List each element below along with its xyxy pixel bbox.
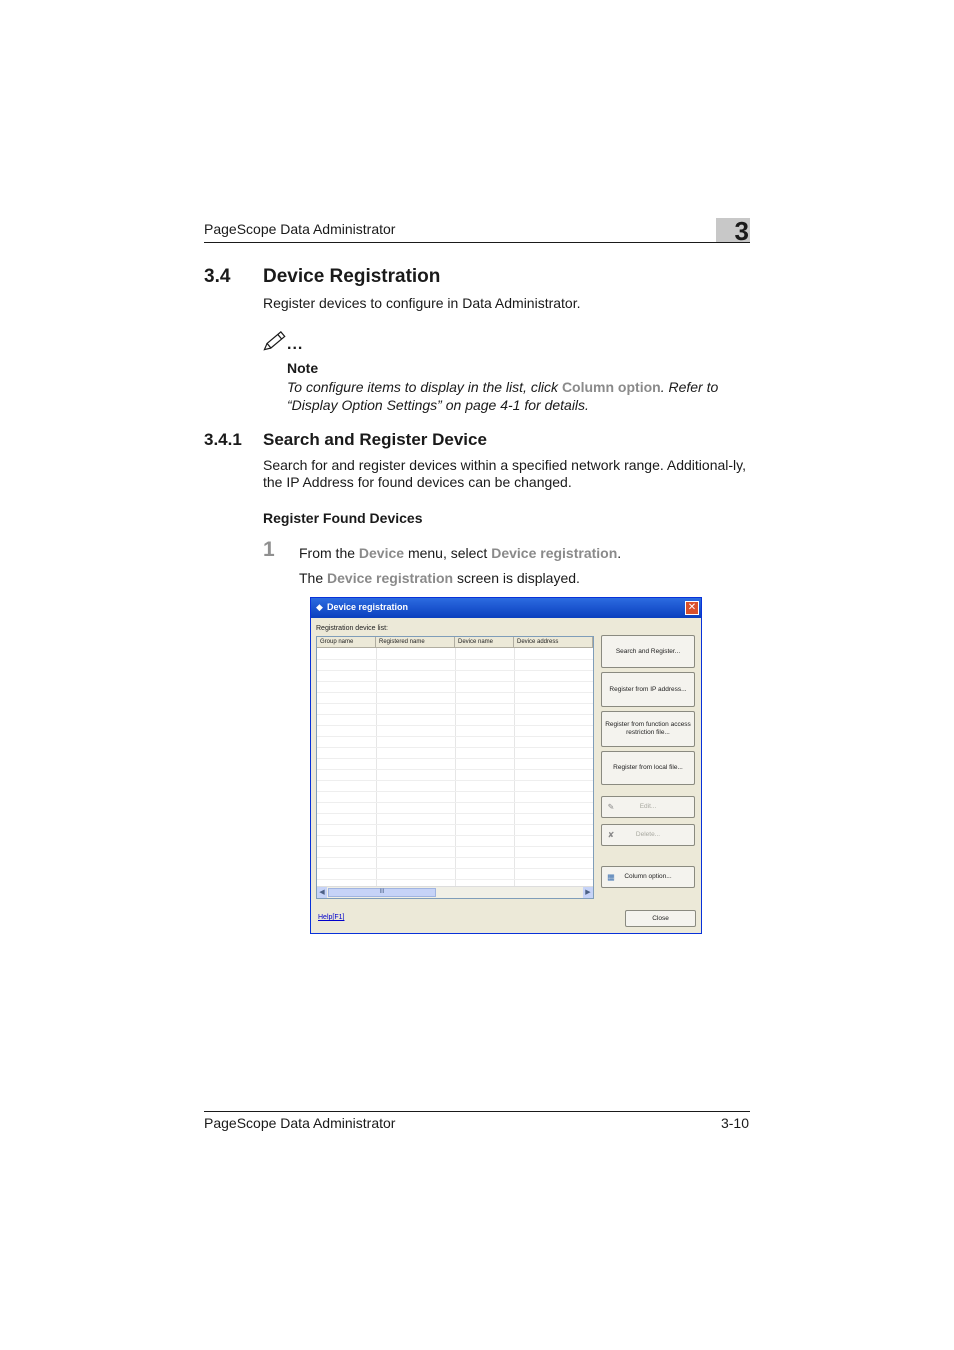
note-text [287,378,752,414]
header-rule [204,242,750,243]
register-from-ip-button[interactable]: Register from IP address... [601,672,695,707]
chapter-number: 3 [734,216,749,246]
step-result-part: The [299,570,328,586]
horizontal-scrollbar[interactable] [317,886,593,899]
column-option-button-label: Column option... [624,873,672,880]
section-intro: Register devices to configure in Data Administrator. [263,295,581,311]
grid-line [317,835,593,836]
step-result [299,570,580,586]
grid-line [317,681,593,682]
close-button[interactable]: Close [625,910,696,927]
procedure-title: Register Found Devices [263,510,423,526]
step-text-part: menu, select [404,545,492,561]
step-number: 1 [263,538,275,561]
grid-line [317,758,593,759]
scroll-thumb[interactable]: III [328,888,436,897]
grid-line [317,703,593,704]
grid-line [317,813,593,814]
help-link[interactable]: Help[F1] [318,914,345,921]
section-number: 3.4 [204,266,231,287]
grid-line [317,824,593,825]
column-header-device-address[interactable]: Device address [514,637,593,648]
delete-button[interactable] [601,824,695,846]
grid-line [317,725,593,726]
grid-line [317,791,593,792]
step-text [299,545,621,561]
grid-line [317,868,593,869]
grid-line [317,879,593,880]
grid-line [317,714,593,715]
edit-button[interactable] [601,796,695,818]
note-label: Note [287,360,319,376]
column-option-button[interactable] [601,866,695,888]
grid-line [317,846,593,847]
device-registration-reference: Device registration [491,545,618,561]
note-text-part: To configure items to display in the list, click [287,379,562,395]
step-text-part: From the [299,545,359,561]
search-and-register-button[interactable]: Search and Register... [601,635,695,668]
step-result-part: screen is displayed. [453,570,580,586]
note-text-part: . Refer to “Display Option Settings” on page 4-1 for details. [287,379,719,413]
register-from-local-file-button[interactable]: Register from local file... [601,751,695,785]
window-title: Device registration [327,602,409,612]
footer-title: PageScope Data Administrator [204,1115,396,1131]
grid-line [317,857,593,858]
running-header-title: PageScope Data Administrator [204,221,396,237]
grid-line [455,648,456,886]
column-header-registered-name[interactable]: Registered name [376,637,455,648]
edit-button-label: Edit... [639,803,657,810]
note-dots: ... [287,336,304,353]
column-header-device-name[interactable]: Device name [455,637,514,648]
grid-line [317,736,593,737]
device-registration-window [310,597,702,934]
register-from-function-file-button[interactable]: Register from function access restriction file... [601,711,695,747]
grid-line [317,802,593,803]
grid-line [317,769,593,770]
delete-icon: ✘ [607,830,615,840]
subsection-title: Search and Register Device [263,430,487,449]
edit-icon: ✎ [607,802,615,812]
subsection-body: Search for and register devices within a specified network range. Additional-ly, the IP Address for found devices can be changed. [263,457,746,490]
grid-line [514,648,515,886]
close-icon[interactable]: ✕ [685,601,699,615]
registration-device-list[interactable] [316,636,594,899]
grid-line [317,747,593,748]
grid-line [376,648,377,886]
device-registration-screen-reference: Device registration [327,570,454,586]
app-icon: ◆ [316,602,323,612]
step-text-part: . [617,545,622,561]
page-number: 3-10 [720,1115,749,1131]
registration-list-label: Registration device list: [316,625,388,632]
footer-rule [204,1111,750,1112]
device-menu-reference: Device [358,545,405,561]
window-title-bar[interactable] [311,598,701,618]
column-option-reference: Column option [561,379,661,395]
scroll-right-icon[interactable]: ▶ [583,887,593,898]
column-option-icon: ▦ [607,872,615,882]
grid-line [317,670,593,671]
grid-line [317,692,593,693]
column-header-group-name[interactable]: Group name [317,637,376,648]
pencil-note-icon [263,330,315,356]
grid-line [317,659,593,660]
grid-line [317,780,593,781]
subsection-number: 3.4.1 [204,430,242,449]
scroll-left-icon[interactable]: ◀ [317,887,327,898]
delete-button-label: Delete... [635,831,661,838]
section-title: Device Registration [263,266,441,287]
